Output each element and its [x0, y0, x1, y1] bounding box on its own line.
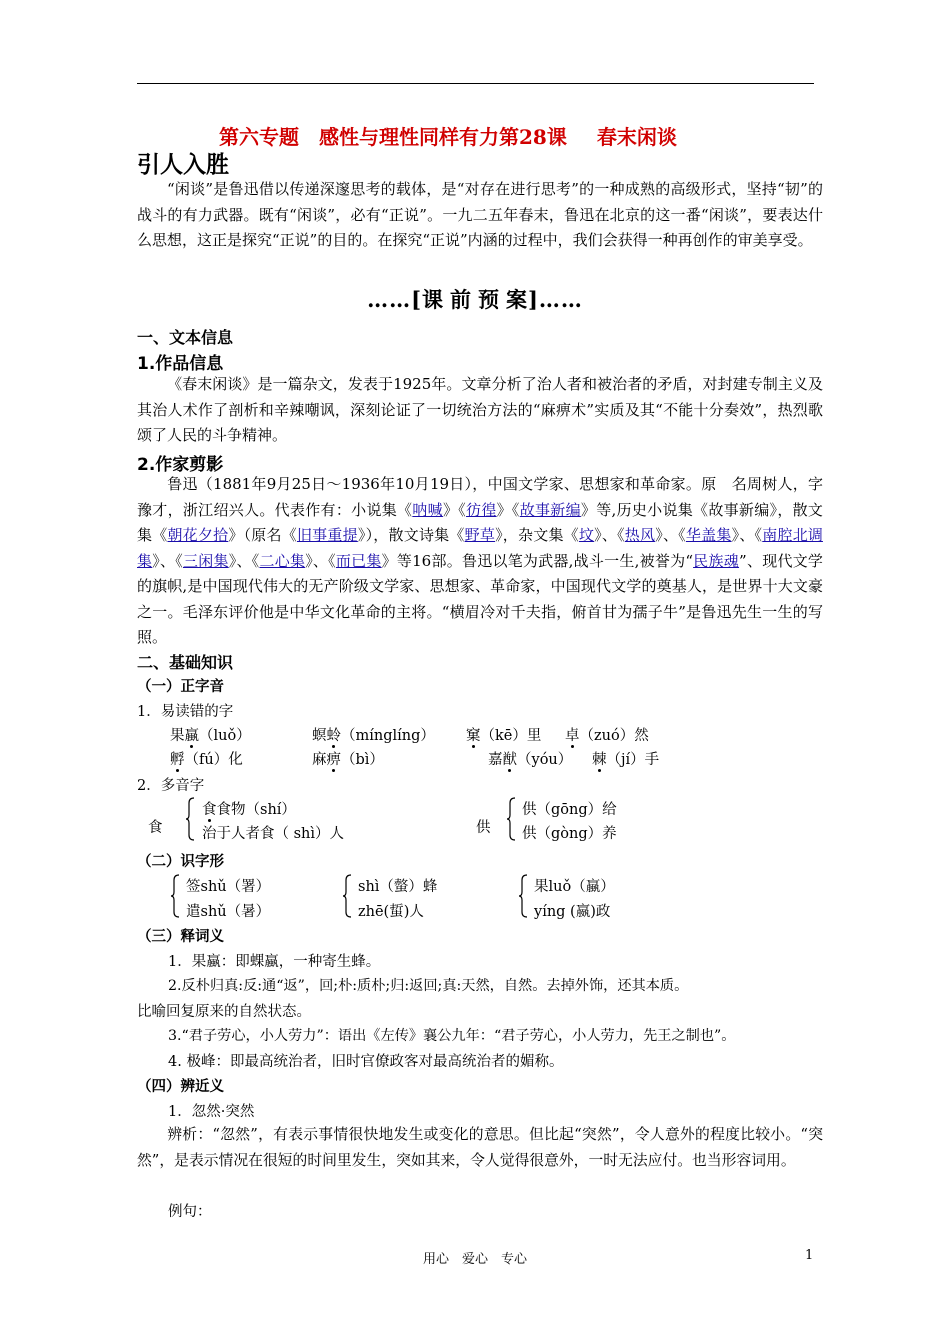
intro-heading: 引人入胜 — [137, 152, 229, 178]
pron-item: 窠（kē）里 — [466, 728, 542, 744]
link-refeng[interactable]: 热风 — [624, 526, 656, 544]
pron-item: 果蠃（luǒ） — [170, 728, 251, 744]
left-brace-icon — [518, 874, 528, 918]
meaning-item-2-cont: 比喻回复原来的自然状态。 — [137, 1004, 311, 1020]
pron-item: 棘（jí）手 — [592, 752, 660, 768]
synonym-example: 例句： — [168, 1204, 212, 1220]
link-huagaiji[interactable]: 华盖集 — [685, 526, 732, 544]
polyphone-shi-1: 食食物（shí） — [202, 802, 296, 818]
page-footer: 用心 爱心 专心 — [422, 1252, 527, 1267]
form-item: shì（螫）蜂 — [358, 879, 438, 895]
left-brace-icon — [185, 797, 195, 841]
polyphone-gong-char: 供 — [476, 820, 491, 836]
link-jiushi-chongti[interactable]: 旧事重提 — [296, 526, 358, 544]
meaning-heading: （三）释词义 — [137, 929, 224, 945]
link-nahan[interactable]: 呐喊 — [412, 500, 443, 519]
lesson-title: 第六专题 感性与理性同样有力第28课 春末闲谈 — [219, 125, 677, 149]
form-heading: （二）识字形 — [137, 854, 224, 870]
link-panghuang[interactable]: 彷徨 — [466, 500, 497, 519]
meaning-item-1: 1．果蠃：即蜾蠃，一种寄生蜂。 — [168, 954, 381, 970]
meaning-item-3: 3.“君子劳心，小人劳力”：语出《左传》襄公九年：“君子劳心，小人劳力，先王之制也”。 — [168, 1028, 736, 1044]
form-item: 遣shǔ（暑） — [186, 904, 271, 920]
intro-paragraph: “闲谈”是鲁迅借以传递深邃思考的载体，是“对存在进行思考”的一种成熟的高级形式，坚持“韧”的战斗的有力武器。既有“闲谈”，必有“正说”。一九二五年春末，鲁迅在北京的这一番“闲谈”，要表达什么思想，这正是探究“正说”的目的。在探究“正说”内涵的过程中，我们会获得一种再创作的审美享受。 — [137, 180, 823, 249]
link-sanxianji[interactable]: 三闲集 — [182, 551, 229, 570]
form-item: 果luǒ（蠃） — [534, 879, 615, 895]
form-item: zhē(蜇)人 — [358, 904, 424, 920]
link-zhaohua-xishi[interactable]: 朝花夕拾 — [167, 526, 229, 544]
pron-item: 卓（zuó）然 — [565, 728, 649, 744]
pron-sub1: 1．易读错的字 — [137, 704, 234, 720]
works-paragraph: 《春末闲谈》是一篇杂文，发表于1925年。文章分析了治人者和被治者的矛盾，对封建专制主义及其治人术作了剖析和辛辣嘲讽，深刻论证了一切统治方法的“麻痹术”实质及其“不能十分奏效”，热烈歌颂了人民的斗争精神。 — [137, 375, 823, 444]
pron-heading: （一）正字音 — [137, 679, 224, 695]
link-eryiji[interactable]: 而已集 — [335, 551, 382, 570]
link-yecao[interactable]: 野草 — [464, 526, 496, 544]
left-brace-icon — [506, 797, 516, 841]
pron-item: 孵（fú）化 — [170, 752, 243, 768]
link-erxinji[interactable]: 二心集 — [259, 551, 306, 570]
synonym-analysis: 辨析：“忽然”，有表示事情很快地发生或变化的意思。但比起“突然”，令人意外的程度比较小。“突然”，是表示情况在很短的时间里发生，突如其来，令人觉得很意外，一时无法应付。也当形容词用。 — [137, 1126, 823, 1169]
section-heading-text-info: 一、文本信息 — [137, 328, 234, 347]
synonym-heading: （四）辨近义 — [137, 1079, 224, 1095]
link-fen[interactable]: 坟 — [578, 526, 595, 544]
works-heading: 1.作品信息 — [137, 354, 224, 374]
link-nanqiang-beidiao[interactable]: 南腔北调集 — [137, 526, 823, 570]
link-gushi-xinbian[interactable]: 故事新编 — [519, 500, 581, 519]
polyphone-gong-1: 供（gōng）给 — [522, 802, 617, 818]
link-minzuhun[interactable]: 民族魂 — [693, 551, 740, 570]
synonym-pair: 1．忽然·突然 — [168, 1104, 255, 1120]
author-heading: 2.作家剪影 — [137, 455, 224, 475]
polyphone-shi-2: 治于人者食（ shì）人 — [202, 826, 345, 842]
meaning-item-4: 4. 极峰：即最高统治者，旧时官僚政客对最高统治者的媚称。 — [168, 1054, 564, 1070]
left-brace-icon — [342, 874, 352, 918]
pron-sub2: 2．多音字 — [137, 778, 205, 794]
pron-item: 麻痹（bì） — [312, 752, 384, 768]
pron-item: 嘉猷（yóu） — [488, 752, 573, 768]
meaning-item-2: 2.反朴归真:反:通“返”，回;朴:质朴;归:返回;真:天然，自然。去掉外饰，还其本质。 — [168, 978, 689, 994]
form-item: 签shǔ（署） — [186, 879, 271, 895]
page-number: 1 — [805, 1248, 814, 1263]
form-item: yíng (嬴)政 — [534, 904, 611, 920]
polyphone-shi-char: 食 — [148, 820, 163, 836]
author-paragraph: 鲁迅（1881年9月25日～1936年10月19日），中国文学家、思想家和革命家。原 名周树人，字豫才，浙江绍兴人。代表作有：小说集《呐喊》《彷徨》《故事新编》等,历史小说集《故事新编》，散文集《朝花夕拾》（原名《旧事重提》），散文诗集《野草》，杂文集《坟》、《热风》、《华盖集》、《南腔北调集》、《三闲集》、《二心集》、《而已集》等16部。鲁迅以笔为武器,战斗一生,被誉为“民族魂”、现代文学的旗帜,是中国现代伟大的无产阶级文学家、思想家、革命家，中国现代文学的奠基人，是世界十大文豪之一。毛泽东评价他是中华文化革命的主将。“横眉冷对千夫指，俯首甘为孺子牛”是鲁迅先生一生的写照。 — [137, 475, 823, 646]
section-heading-basics: 二、基础知识 — [137, 653, 234, 672]
header-rule — [137, 83, 814, 84]
polyphone-gong-2: 供（gòng）养 — [522, 826, 617, 842]
section-banner: ……[课 前 预 案]…… — [367, 287, 583, 312]
pron-item: 螟蛉（mínglíng） — [312, 728, 435, 744]
left-brace-icon — [170, 874, 180, 918]
